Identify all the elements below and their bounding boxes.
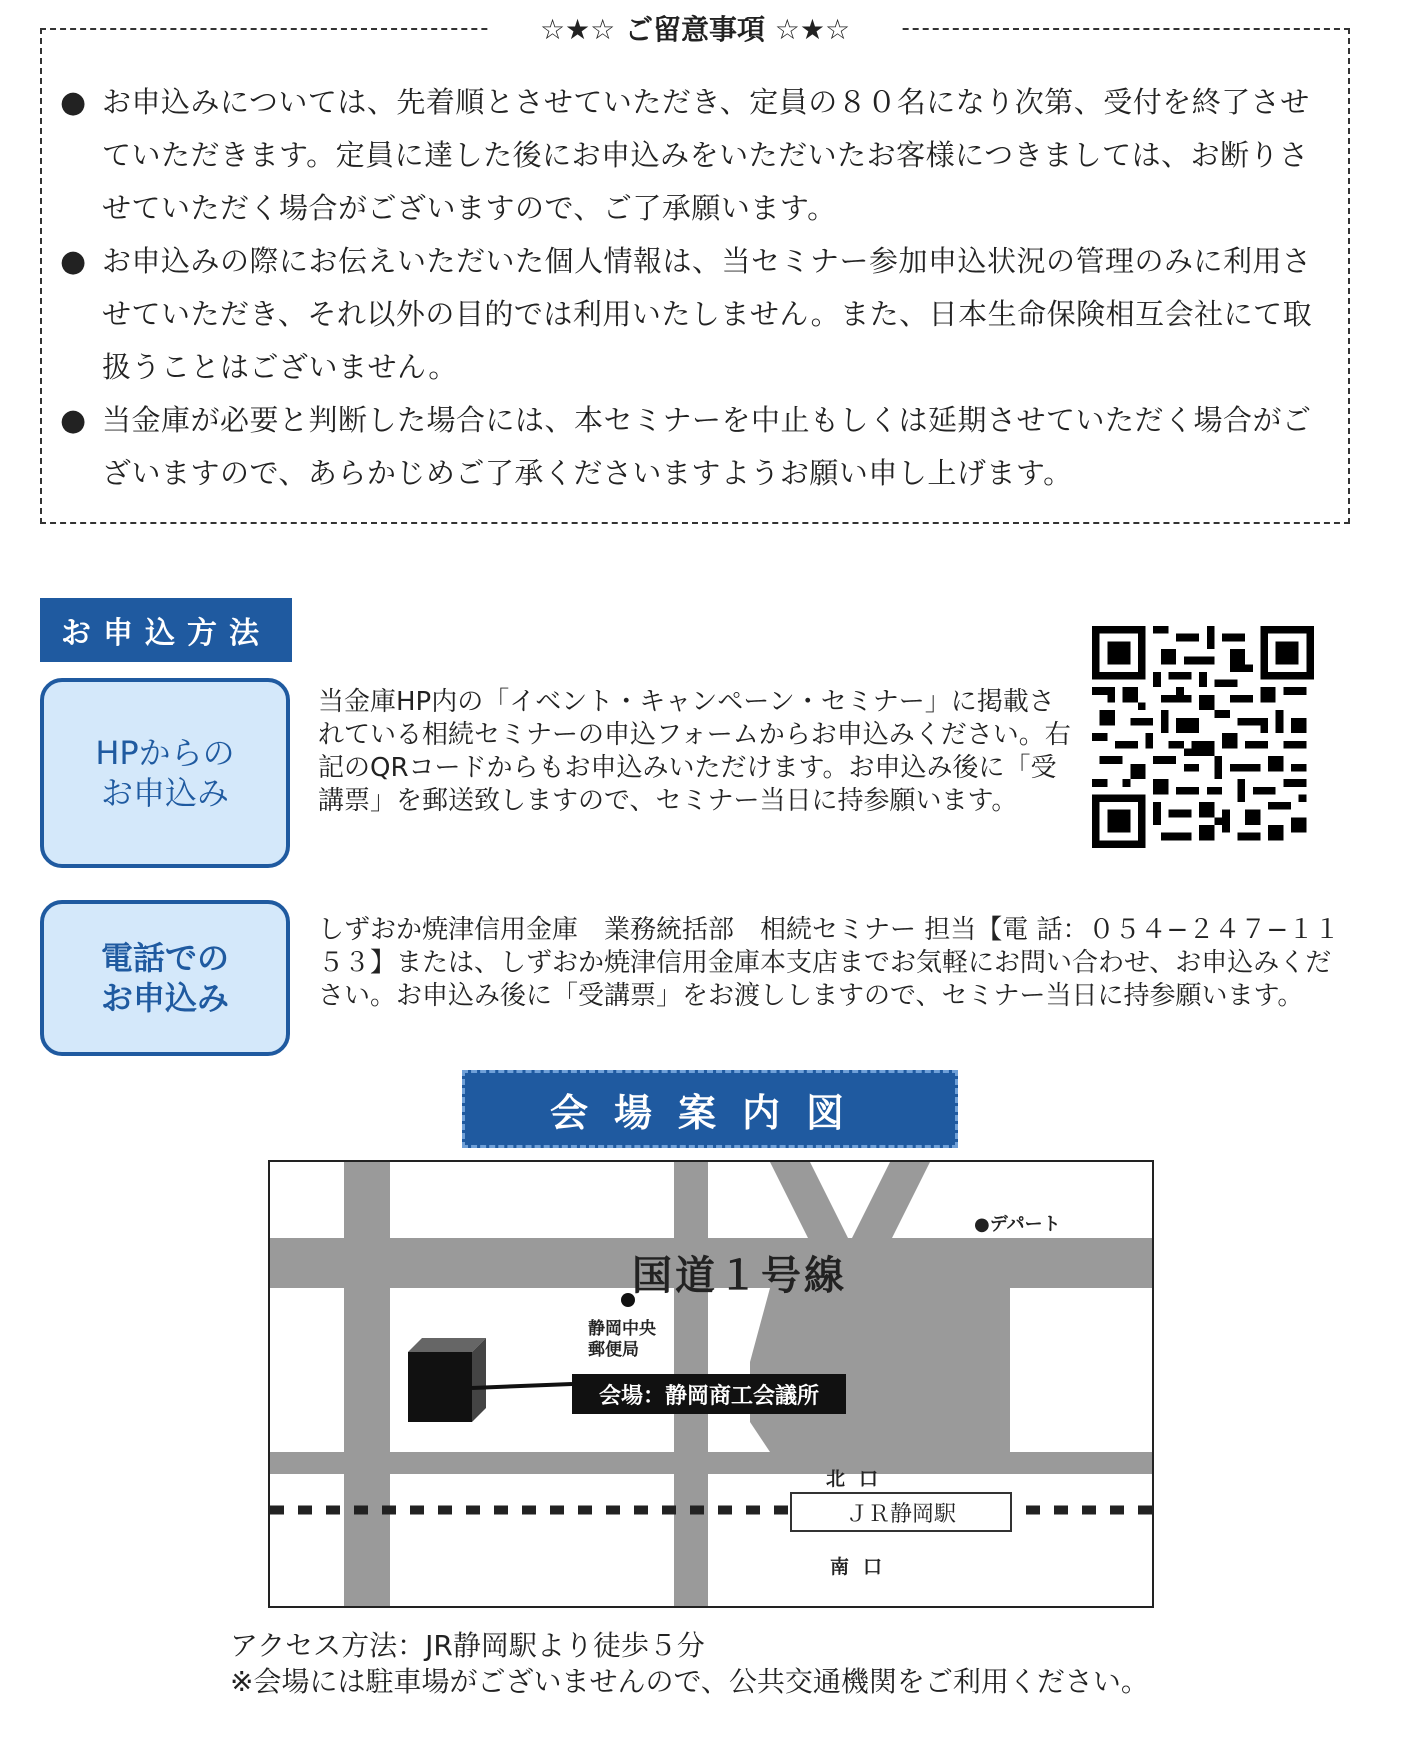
building-side xyxy=(472,1338,486,1422)
access-method: アクセス方法：JR静岡駅より徒歩５分 xyxy=(230,1629,705,1662)
qr-code-icon[interactable] xyxy=(1092,626,1314,848)
phone-button-line1: 電話での xyxy=(100,939,229,977)
hp-application-text: 当金庫HP内の「イベント・キャンペーン・セミナー」に掲載されている相続セミナーの申込フォームからお申込みください。右記のQRコードからもお申込みいただけます。お申込み後に「受講票」を郵送致しますので、セミナー当日に持参願います。 xyxy=(318,687,1071,816)
road-v-right xyxy=(850,1162,930,1242)
post-office-label: 郵便局 xyxy=(588,1340,639,1360)
venue-label: 会場：静岡商工会議所 xyxy=(572,1374,846,1414)
notice-item xyxy=(60,76,1332,235)
map-heading: 会場案内図 xyxy=(462,1070,958,1148)
notice-list xyxy=(60,76,1332,500)
station-plaza xyxy=(750,1288,1010,1452)
phone-application-button[interactable] xyxy=(40,900,290,1056)
phone-button-line2: お申込み xyxy=(100,979,229,1017)
bullet-icon: ● xyxy=(60,403,87,438)
road-lower xyxy=(270,1452,1152,1474)
notice-title: ☆★☆ ご留意事項 ☆★☆ xyxy=(490,10,900,50)
venue-pointer xyxy=(472,1384,572,1388)
route-label: 国道１号線 xyxy=(632,1253,847,1299)
notice-item xyxy=(60,394,1332,500)
venue-map xyxy=(268,1160,1154,1608)
post-office-label: 静岡中央 xyxy=(588,1319,656,1339)
bullet-icon: ● xyxy=(60,244,87,279)
road-v-left xyxy=(770,1162,850,1242)
application-heading: お申込方法 xyxy=(40,598,292,662)
parking-note: ※会場には駐車場がございませんので、公共交通機関をご利用ください。 xyxy=(230,1665,1149,1698)
south-exit-label: 南口 xyxy=(830,1556,897,1578)
phone-application-text: しずおか焼津信用金庫 業務統括部 相続セミナー 担当【電 話：０５４−２４７−１１５３】または、しずおか焼津信用金庫本支店までお気軽にお問い合わせ、お申込みください。お申込み後に「受講票」をお渡ししますので、セミナー当日に持参願います。 xyxy=(318,915,1341,1011)
notice-box xyxy=(40,13,1350,524)
north-exit-label: 北口 xyxy=(826,1468,893,1490)
notice-item-text: お申込みの際にお伝えいただいた個人情報は、当セミナー参加申込状況の管理のみに利用させていただき、それ以外の目的では利用いたしません。また、日本生命保険相互会社にて取扱うことはございません。 xyxy=(102,244,1313,384)
department-store-label: ●デパート xyxy=(974,1214,1061,1235)
hp-button-line1: HPからの xyxy=(95,734,235,772)
notice-item-text: お申込みについては、先着順とさせていただき、定員の８０名になり次第、受付を終了させていただきます。定員に達した後にお申込みをいただいたお客様につきましては、お断りさせていただく場合がございますので、ご了承願います。 xyxy=(102,85,1310,225)
hp-button-line2: お申込み xyxy=(100,774,229,812)
road-left xyxy=(344,1162,390,1606)
notice-item xyxy=(60,235,1332,394)
hp-application-button[interactable] xyxy=(40,678,290,868)
bullet-icon: ● xyxy=(60,85,87,120)
station-label: ＪＲ静岡駅 xyxy=(790,1492,1012,1532)
venue-building xyxy=(408,1352,472,1422)
notice-item-text: 当金庫が必要と判断した場合には、本セミナーを中止もしくは延期させていただく場合がございますので、あらかじめご了承くださいますようお願い申し上げます。 xyxy=(102,403,1312,490)
access-info xyxy=(230,1628,1149,1700)
